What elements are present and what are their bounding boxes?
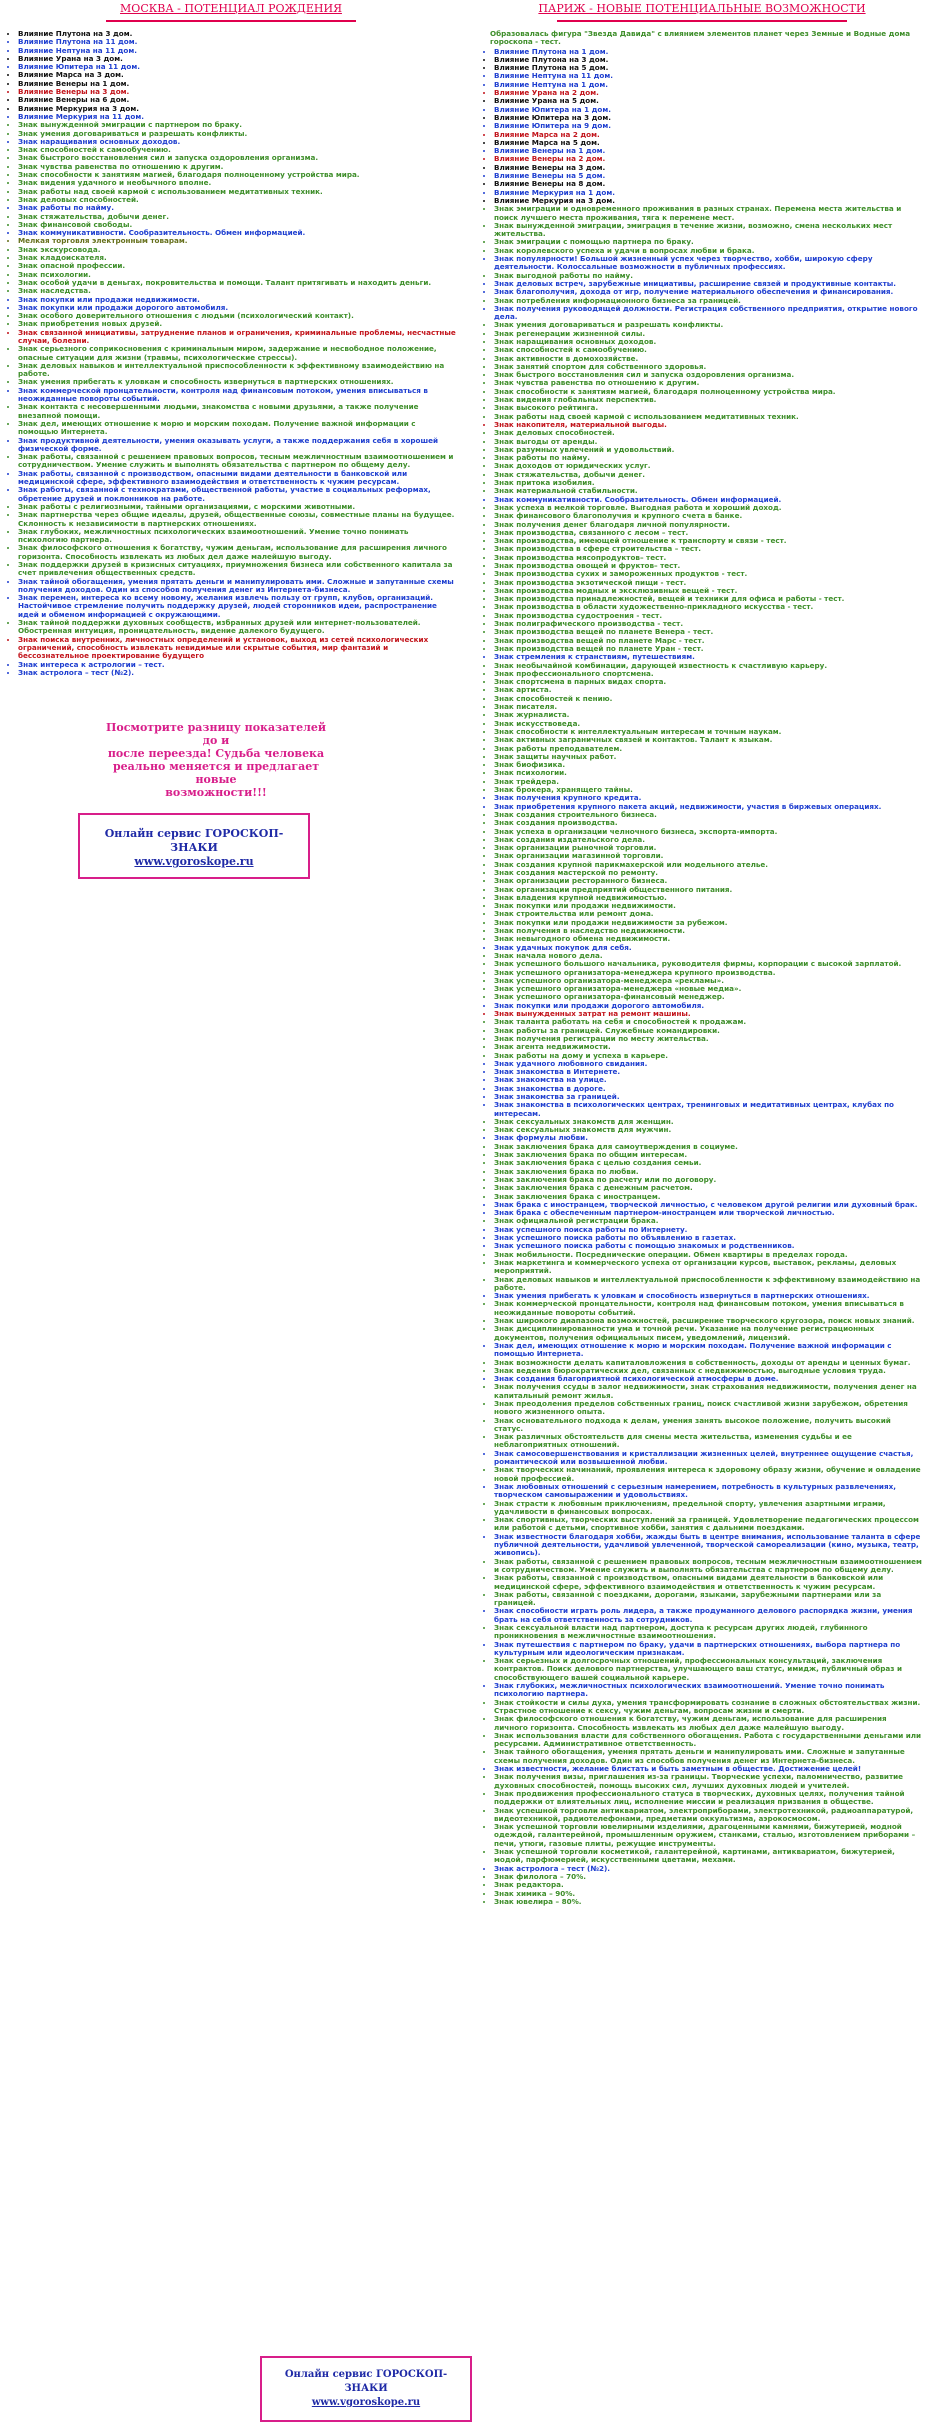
sign-item: • Знак тайной поддержки духовных сообществ, избранных друзей или интернет-пользователей. Обостренная интуиция, проницательность, видение далекого будущего. [18, 619, 456, 636]
sign-item: • Знак получения крупного кредита. [494, 794, 922, 802]
sign-item: • Знак знакомства в психологических центрах, тренинговых и медитативных центрах, клубах по интересам. [494, 1101, 922, 1118]
sign-item: • Знак дел, имеющих отношение к морю и морским походам. Получение важной информации с помощью Интернета. [494, 1342, 922, 1359]
sign-item: • Знак организации ресторанного бизнеса. [494, 877, 922, 885]
sign-item: • Знак маркетинга и коммерческого успеха от организации курсов, выставок, рекламы, деловых мероприятий. [494, 1259, 922, 1276]
sign-item: • Знак заключения брака с иностранцем. [494, 1193, 922, 1201]
sign-item: • Знак успешного организатора-менеджера «рекламы». [494, 977, 922, 985]
sign-item: • Влияние Марса на 5 дом. [494, 139, 922, 147]
sign-item: • Влияние Юпитера на 1 дом. [494, 106, 922, 114]
sign-item: • Знак производства модных и эксклюзивных вещей - тест. [494, 587, 922, 595]
sign-item: • Знак эмиграции и одновременного проживания в разных странах. Перемена места жительства и поиск лучшего места проживания, тяга к перемене мест. [494, 205, 922, 222]
sign-item: • Знак известности, желание блистать и быть заметным в обществе. Достижение целей! [494, 1765, 922, 1773]
sign-item: • Знак астролога – тест (№2). [494, 1865, 922, 1873]
sign-item: • Знак видения глобальных перспектив. [494, 396, 922, 404]
sign-item: • Знак наращивания основных доходов. [494, 338, 922, 346]
sign-item: • Знак продуктивной деятельности, умения оказывать услуги, а также поддержания себя в хорошей физической форме. [18, 437, 456, 454]
sign-item: • Знак успешного поиска работы по объявлению в газетах. [494, 1234, 922, 1242]
sign-item: • Знак возможности делать капиталовложения в собственность, доходы от аренды и ценных бумаг. [494, 1359, 922, 1367]
sign-item: • Знак знакомства на улице. [494, 1076, 922, 1084]
paris-sign-list [482, 48, 922, 1907]
sign-item: • Знак производства судостроения - тест. [494, 612, 922, 620]
sign-item: • Знак эмиграции с помощью партнера по браку. [494, 238, 922, 246]
sign-item: • Влияние Венеры на 5 дом. [494, 172, 922, 180]
sign-item: • Знак широкого диапазона возможностей, расширение творческого кругозора, поиск новых знаний. [494, 1317, 922, 1325]
sign-item: • Знак покупки или продажи дорогого автомобиля. [18, 304, 456, 312]
sign-item: • Знак работы за границей. Служебные командировки. [494, 1027, 922, 1035]
sign-item: • Знак успешной торговли ювелирными изделиями, драгоценными камнями, бижутерией, модной одеждой, галантерейной, промышленным оружием, станками, сталью, изготовлением приборами – печи, утюги, газовые плиты, режущие инструменты. [494, 1823, 922, 1848]
sign-item: • Знак знакомства в Интернете. [494, 1068, 922, 1076]
sign-item: • Знак сексуальной власти над партнером, доступа к ресурсам других людей, глубинного проникновения в межличностные взаимоотношения. [494, 1624, 922, 1641]
sign-item: • Знак спортсмена в парных видах спорта. [494, 678, 922, 686]
promo-line: возможности!!! [165, 786, 267, 800]
sign-item: • Знак астролога – тест (№2). [18, 669, 456, 677]
sign-item: • Знак таланта работать на себя и способностей к продажам. [494, 1018, 922, 1026]
sign-item: • Знак основательного подхода к делам, умения занять высокое положение, получить высокий статус. [494, 1417, 922, 1434]
sign-item: • Влияние Плутона на 3 дом. [494, 56, 922, 64]
sign-item: • Знак связанной инициативы, затруднение планов и ограничения, криминальные проблемы, несчастные случаи, болезни. [18, 329, 456, 346]
sign-item: • Знак известности благодаря хобби, жажды быть в центре внимания, использование таланта в сфере публичной деятельности, удачливой увлеченной, творческой самореализации (кино, музыка, театр, живопись). [494, 1533, 922, 1558]
sign-item: • Знак чувства равенства по отношению к другим. [494, 379, 922, 387]
sign-item: • Знак коммуникативности. Сообразительность. Обмен информацией. [494, 496, 922, 504]
sign-item: • Знак регенерации жизненной силы. [494, 330, 922, 338]
sign-item: • Знак успешного организатора-менеджера крупного производства. [494, 969, 922, 977]
sign-item: • Знак активности в домохозяйстве. [494, 355, 922, 363]
service-banner[interactable] [78, 813, 310, 879]
sign-item: • Знак брака с иностранцем, творческой личностью, с человеком другой религии или духовный брак. [494, 1201, 922, 1209]
sign-item: • Знак тайного обогащения, умения прятать деньги и манипулировать ими. Сложные и запутанные схемы получения доходов. Один из способов получения денег из Интернета-бизнеса. [494, 1748, 922, 1765]
sign-item: • Знак выгодной работы по найму. [494, 272, 922, 280]
sign-item: • Знак наращивания основных доходов. [18, 138, 456, 146]
sign-item: • Знак профессионального спортсмена. [494, 670, 922, 678]
sign-item: • Знак вынужденной эмиграции, эмиграция в течение жизни, возможно, смена нескольких мест жительства. [494, 222, 922, 239]
sign-item: • Влияние Венеры на 6 дом. [18, 96, 456, 104]
moscow-header: МОСКВА - ПОТЕНЦИАЛ РОЖДЕНИЯ [120, 2, 342, 15]
sign-item: • Знак дел, имеющих отношение к морю и морским походам. Получение важной информации с помощью Интернета. [18, 420, 456, 437]
sign-item: • Знак финансовой свободы. [18, 221, 456, 229]
sign-item: • Знак трейдера. [494, 778, 922, 786]
sign-item: • Знак получения руководящей должности. Регистрация собственного предприятия, открытие нового дела. [494, 305, 922, 322]
sign-item: • Знак особого доверительного отношения с людьми (психологический контакт). [18, 312, 456, 320]
sign-item: • Знак работы, связанной с решением правовых вопросов, тесным межличностным взаимоотношением и сотрудничеством. Умение служить и выполнять обязательства с партнером по общему делу. [18, 453, 456, 470]
sign-item: • Знак сексуальных знакомств для мужчин. [494, 1126, 922, 1134]
sign-item: • Знак быстрого восстановления сил и запуска оздоровления организма. [18, 154, 456, 162]
sign-item: • Знак вынужденной эмиграции с партнером по браку. [18, 121, 456, 129]
sign-item: • Знак заключения брака с денежным расчетом. [494, 1184, 922, 1192]
sign-item: • Знак деловых встреч, зарубежные инициативы, расширение связей и продуктивные контакты. [494, 280, 922, 288]
sign-item: • Знак финансового благополучия и крупного счета в банке. [494, 512, 922, 520]
sign-item: • Знак искусствоведа. [494, 720, 922, 728]
sign-item: • Знак работы над своей кармой с использованием медитативных техник. [494, 413, 922, 421]
sign-item: • Знак деловых способностей. [494, 429, 922, 437]
sign-item: • Знак удачного любовного свидания. [494, 1060, 922, 1068]
sign-item: • Знак работы, связанной с поездками, дорогами, языками, зарубежными партнерами или за границей. [494, 1591, 922, 1608]
service-link[interactable]: www.vgoroskope.ru [311, 2397, 421, 2408]
sign-item: • Знак психологии. [18, 271, 456, 279]
sign-item: • Знак способности к занятиям магией, благодаря полноценному устройства мира. [18, 171, 456, 179]
sign-item: • Знак философского отношения к богатству, чужим деньгам, использование для расширения личного горизонта. Способность извлекать из любых дел даже малейшую выгоду. [18, 544, 456, 561]
sign-item: • Знак знакомства в дороге. [494, 1085, 922, 1093]
sign-item: • Знак получения денег благодаря личной популярности. [494, 521, 922, 529]
sign-item: • Знак видения удачного и необычного вполне. [18, 179, 456, 187]
sign-item: • Знак получения визы, приглашения из-за границы. Творческие успехи, паломничество, развитие духовных способностей, помощь высоких сил, лучших духовных людей и учителей. [494, 1773, 922, 1790]
sign-item: • Знак коммерческой пронцательности, контроля над финансовым потоком, умения вписываться в неожиданные повороты событий. [494, 1300, 922, 1317]
sign-item: • Знак работы по найму. [494, 454, 922, 462]
sign-item: • Знак различных обстоятельств для смены места жительства, изменения судьбы и ее неблагоприятных отношений. [494, 1433, 922, 1450]
sign-item: • Знак тайной обогащения, умения прятать деньги и манипулировать ими. Сложные и запутанные схемы получения доходов. Один из способов получения денег из Интернета-бизнеса. [18, 578, 456, 595]
sign-item: • Знак работы, связанной с производством, опасными видами деятельности в банковской или медицинской сфере, эффективного взаимодействия и ответственность к чужим ресурсам. [494, 1574, 922, 1591]
sign-item: • Знак биофизика. [494, 761, 922, 769]
sign-item: • Знак покупки или продажи недвижимости. [18, 296, 456, 304]
paris-header: ПАРИЖ - НОВЫЕ ПОТЕНЦИАЛЬНЫЕ ВОЗМОЖНОСТИ [538, 2, 866, 15]
sign-item: • Знак умения прибегать к уловкам и способность извернуться в партнерских отношениях. [494, 1292, 922, 1300]
sign-item: • Знак формулы любви. [494, 1134, 922, 1142]
sign-item: • Знак создания строительного бизнеса. [494, 811, 922, 819]
sign-item: • Знак производства принадлежностей, вещей и техники для офиса и работы - тест. [494, 595, 922, 603]
sign-item: • Знак брака с обеспеченным партнером-иностранцем или творческой личностью. [494, 1209, 922, 1217]
sign-item: • Знак успеха в организации челночного бизнеса, экспорта-импорта. [494, 828, 922, 836]
sign-item: • Знак преодоления пределов собственных границ, поиск счастливой жизни зарубежом, обретения нового жизненного опыта. [494, 1400, 922, 1417]
sign-item: • Знак филолога – 70%. [494, 1873, 922, 1881]
sign-item: • Знак брокера, хранящего тайны. [494, 786, 922, 794]
sign-item: • Знак деловых навыков и интеллектуальной приспособленности к эффективному взаимодействию на работе. [494, 1276, 922, 1293]
sign-item: • Знак активных заграничных связей и контактов. Талант к языкам. [494, 736, 922, 744]
service-banner-bottom[interactable] [260, 2356, 472, 2422]
sign-item: • Знак успешной торговли косметикой, галантерейной, картинами, антиквариатом, бижутерией, модой, парфюмерией, искусственными цветами, мехами. [494, 1848, 922, 1865]
sign-item: • Знак заключения брака по общим интересам. [494, 1151, 922, 1159]
sign-item: • Знак дисциплинированности ума и точной речи. Указание на получение регистрационных документов, получения официальных писем, уведомлений, лицензий. [494, 1325, 922, 1342]
sign-item: • Знак поиска внутренних, личностных определений и установок, выход из сетей психологических ограничений, способность извлекать невидимые или скрытые события, мир фантазий и бессознательное проектирование будущего [18, 636, 456, 661]
sign-item: • Знак знакомства за границей. [494, 1093, 922, 1101]
sign-item: • Знак артиста. [494, 686, 922, 694]
sign-item: • Знак ведения бюрократических дел, связанных с недвижимостью, выгодные условия труда. [494, 1367, 922, 1375]
sign-item: • Знак производства в области художественно-прикладного искусства - тест. [494, 603, 922, 611]
sign-item: • Знак журналиста. [494, 711, 922, 719]
sign-item: • Влияние Венеры на 3 дом. [18, 88, 456, 96]
sign-item: • Знак заключения брака по расчету или по договору. [494, 1176, 922, 1184]
sign-item: • Знак получения в наследство недвижимости. [494, 927, 922, 935]
sign-item: • Знак путешествия с партнером по браку, удачи в партнерских отношениях, выбора партнера по культурным или идеологическим признакам. [494, 1641, 922, 1658]
sign-item: • Знак сексуальных знакомств для женщин. [494, 1118, 922, 1126]
sign-item: • Знак опасной профессии. [18, 262, 456, 270]
sign-item: • Знак производства, имеющей отношение к транспорту и связи - тест. [494, 537, 922, 545]
sign-item: • Влияние Меркурия на 3 дом. [18, 105, 456, 113]
sign-item: • Влияние Марса на 2 дом. [494, 131, 922, 139]
sign-item: • Знак успешного большого начальника, руководителя фирмы, корпорации с высокой зарплатой. [494, 960, 922, 968]
sign-item: • Знак химика – 90%. [494, 1890, 922, 1898]
sign-item: • Знак организации рыночной торговли. [494, 844, 922, 852]
sign-item: • Влияние Урана на 2 дом. [494, 89, 922, 97]
sign-item: • Влияние Юпитера на 11 дом. [18, 63, 456, 71]
sign-item: • Знак способностей к самообучению. [494, 346, 922, 354]
sign-item: • Влияние Плутона на 1 дом. [494, 48, 922, 56]
promo-text [101, 721, 331, 799]
sign-item: • Знак королевского успеха и удачи в вопросах любви и брака. [494, 247, 922, 255]
sign-item: • Знак высокого рейтинга. [494, 404, 922, 412]
sign-item: • Знак потребления информационного бизнеса за границей. [494, 297, 922, 305]
sign-item: • Знак серьезных и долгосрочных отношений, профессиональных консультаций, заключения контрактов. Поиск делового партнерства, улучшающего ваш статус, имидж, публичный образ и способствующего вашей социальной карьере. [494, 1657, 922, 1682]
moscow-column [6, 0, 456, 879]
sign-item: • Знак агента недвижимости. [494, 1043, 922, 1051]
sign-item: • Знак производства вещей по планете Венера - тест. [494, 628, 922, 636]
sign-item: • Знак творческих начинаний, проявления интереса к здоровому образу жизни, обучение и овладение новой профессией. [494, 1466, 922, 1483]
promo-line: реально меняется и предлагает новые [112, 760, 320, 787]
sign-item: • Знак контакта с несовершенными людьми, знакомства с новыми друзьями, а также получение внезапной помощи. [18, 403, 456, 420]
sign-item: • Знак притока изобилия. [494, 479, 922, 487]
sign-item: • Влияние Урана на 3 дом. [18, 55, 456, 63]
promo-line: после переезда! Судьба человека [107, 747, 325, 761]
sign-item: • Знак философского отношения к богатству, чужим деньгам, использование для расширения личного горизонта. Способность извлекать из любых дел даже малейшую выгоду. [494, 1715, 922, 1732]
sign-item: • Знак интереса к астрологии – тест. [18, 661, 456, 669]
sign-item: • Знак начала нового дела. [494, 952, 922, 960]
service-title: Онлайн сервис ГОРОСКОП-ЗНАКИ [284, 2369, 448, 2394]
moscow-sign-list [6, 30, 456, 677]
sign-item: • Знак партнерства через общие идеалы, друзей, общественные союзы, совместные планы на будущее. Склонность к независимости в партнерских отношениях. [18, 511, 456, 528]
sign-item: • Знак страсти к любовным приключениям, предельной спорту, увлечения азартными играми, удачливости в финансовых вопросах. [494, 1500, 922, 1517]
sign-item: • Знак создания производства. [494, 819, 922, 827]
sign-item: • Знак способностей к самообучению. [18, 146, 456, 154]
sign-item: • Знак продвижения профессионального статуса в творческих, духовных целях, получения тайной поддержки от влиятельных лиц, исполнение миссии и реализация призвания в обществе. [494, 1790, 922, 1807]
sign-item: • Знак создания мастерской по ремонту. [494, 869, 922, 877]
sign-item: • Знак использования власти для собственного обогащения. Работа с государственными деньгами или ресурсами. Административное ответственность. [494, 1732, 922, 1749]
sign-item: • Знак спортивных, творческих выступлений за границей. Удовлетворение педагогических процессом или работой с детьми, спортивное хобби, занятия с дальними поездками. [494, 1516, 922, 1533]
sign-item: • Знак необычайной комбинации, дарующей известность к счастливую карьеру. [494, 662, 922, 670]
sign-item: • Знак строительства или ремонт дома. [494, 910, 922, 918]
sign-item: • Знак успешного организатора-финансовый менеджер. [494, 993, 922, 1001]
sign-item: • Влияние Венеры на 2 дом. [494, 155, 922, 163]
sign-item: • Знак производства мясопродуктов– тест. [494, 554, 922, 562]
sign-item: • Знак ювелира – 80%. [494, 1898, 922, 1906]
sign-item: • Знак самосовершенствования и кристаллизации жизненных целей, внутреннее ощущение счастья, романтической или возвышенной любви. [494, 1450, 922, 1467]
sign-item: • Знак умения прибегать к уловкам и способность извернуться в партнерских отношениях. [18, 378, 456, 386]
sign-item: • Влияние Меркурия на 1 дом. [494, 189, 922, 197]
sign-item: • Знак умения договариваться и разрешать конфликты. [18, 130, 456, 138]
sign-item: • Знак кладоискателя. [18, 254, 456, 262]
sign-item: • Знак производства вещей по планете Уран - тест. [494, 645, 922, 653]
sign-item: • Знак психологии. [494, 769, 922, 777]
sign-item: • Знак полиграфического производства - тест. [494, 620, 922, 628]
sign-item: • Знак умения договариваться и разрешать конфликты. [494, 321, 922, 329]
sign-item: • Знак выгоды от аренды. [494, 438, 922, 446]
sign-item: • Влияние Урана на 5 дом. [494, 97, 922, 105]
sign-item: • Знак наследства. [18, 287, 456, 295]
sign-item: • Знак работы с религиозными, тайными организациями, с морскими животными. [18, 503, 456, 511]
sign-item: • Знак способности играть роль лидера, а также продуманного делового распорядка жизни, умения брать на себя ответственность за сотрудников. [494, 1607, 922, 1624]
sign-item: • Знак работы над своей кармой с использованием медитативных техник. [18, 188, 456, 196]
sign-item: • Влияние Марса на 3 дом. [18, 71, 456, 79]
sign-item: • Знак успешного поиска работы по Интернету. [494, 1226, 922, 1234]
sign-item: • Знак писателя. [494, 703, 922, 711]
sign-item: • Знак экскурсовода. [18, 246, 456, 254]
sign-item: • Знак производства вещей по планете Марс - тест. [494, 637, 922, 645]
sign-item: • Знак получения ссуды в залог недвижимости, знак страхования недвижимости, получения денег на капитальный ремонт жилья. [494, 1383, 922, 1400]
sign-item: • Знак заключения брака с целью создания семьи. [494, 1159, 922, 1167]
sign-item: • Влияние Юпитера на 9 дом. [494, 122, 922, 130]
sign-item: • Знак стяжательства, добычи денег. [494, 471, 922, 479]
service-title: Онлайн сервис ГОРОСКОП-ЗНАКИ [104, 827, 284, 855]
sign-item: • Знак разумных увлечений и удовольствий. [494, 446, 922, 454]
sign-item: • Знак поддержки друзей в кризисных ситуациях, приумножения бизнеса или собственного капитала за счет привлечения общественных средств. [18, 561, 456, 578]
sign-item: • Знак стойкости и силы духа, умения трансформировать сознание в сложных обстоятельствах жизни. Страстное отношение к сексу, чужим деньгам, вопросам жизни и смерти. [494, 1699, 922, 1716]
sign-item: • Знак производства экзотической пищи - тест. [494, 579, 922, 587]
sign-item: • Знак доходов от юридических услуг. [494, 462, 922, 470]
sign-item: • Влияние Меркурия на 11 дом. [18, 113, 456, 121]
sign-item: • Знак покупки или продажи недвижимости за рубежом. [494, 919, 922, 927]
sign-item: • Знак производства, связанного с лесом – тест. [494, 529, 922, 537]
sign-item: • Знак материальной стабильности. [494, 487, 922, 495]
sign-item: • Знак коммуникативности. Сообразительность. Обмен информацией. [18, 229, 456, 237]
sign-item: • Знак успешной торговли антиквариатом, электроприборами, электротехникой, радиоаппаратурой, видеотехникой, радиотелефонами, предметами оккультизма, аэрокосмосом. [494, 1807, 922, 1824]
sign-item: • Влияние Нептуна на 1 дом. [494, 81, 922, 89]
sign-item: • Знак приобретения крупного пакета акций, недвижимости, участия в биржевых операциях. [494, 803, 922, 811]
sign-item: • Знак особой удачи в деньгах, покровительства и помощи. Талант притягивать и находить деньги. [18, 279, 456, 287]
sign-item: • Знак покупки или продажи дорогого автомобиля. [494, 1002, 922, 1010]
sign-item: • Знак способности к занятиям магией, благодаря полноценному устройства мира. [494, 388, 922, 396]
sign-item: • Знак работы на дому и успеха в карьере. [494, 1052, 922, 1060]
sign-item: • Знак производства овощей и фруктов– тест. [494, 562, 922, 570]
sign-item: • Влияние Венеры на 8 дом. [494, 180, 922, 188]
sign-item: • Знак накопителя, материальной выгоды. [494, 421, 922, 429]
sign-item: • Знак деловых навыков и интеллектуальной приспособленности к эффективному взаимодействию на работе. [18, 362, 456, 379]
sign-item: • Влияние Венеры на 3 дом. [494, 164, 922, 172]
sign-item: • Знак приобретения новых друзей. [18, 320, 456, 328]
sign-item: • Знак любовных отношений с серьезным намерением, потребность в культурных развлечениях, творческом самовыражении и удовольствиях. [494, 1483, 922, 1500]
sign-item: • Знак работы по найму. [18, 204, 456, 212]
sign-item: • Знак способности к интеллектуальным интересам и точным наукам. [494, 728, 922, 736]
sign-item: • Знак вынужденных затрат на ремонт машины. [494, 1010, 922, 1018]
sign-item: • Влияние Плутона на 11 дом. [18, 38, 456, 46]
sign-item: • Знак редактора. [494, 1881, 922, 1889]
sign-item: • Влияние Меркурия на 3 дом. [494, 197, 922, 205]
sign-item: • Влияние Юпитера на 3 дом. [494, 114, 922, 122]
sign-item: • Знак заключения брака для самоутверждения в социуме. [494, 1143, 922, 1151]
sign-item: • Влияние Плутона на 5 дом. [494, 64, 922, 72]
sign-item: • Знак работы, связанной с технократами, общественной работы, участие в социальных реформах, обретение друзей и поклонников на работе. [18, 486, 456, 503]
sign-item: • Знак успеха в мелкой торговле. Выгодная работа и хороший доход. [494, 504, 922, 512]
paris-column [482, 0, 922, 1906]
sign-item: • Знак работы, связанной с производством, опасными видами деятельности в банковской или медицинской сфере, эффективного взаимодействия и ответственность к чужим ресурсам. [18, 470, 456, 487]
sign-item: • Знак успешного организатора-менеджера «новые медиа». [494, 985, 922, 993]
sign-item: • Знак создания благоприятной психологической атмосферы в доме. [494, 1375, 922, 1383]
sign-item: • Влияние Нептуна на 11 дом. [18, 47, 456, 55]
sign-item: • Знак коммерческой пронцательности, контроля над финансовым потоком, умения вписываться в неожиданные повороты событий. [18, 387, 456, 404]
sign-item: • Влияние Венеры на 1 дом. [18, 80, 456, 88]
sign-item: • Знак деловых способностей. [18, 196, 456, 204]
sign-item: • Знак владения крупной недвижимостью. [494, 894, 922, 902]
promo-line: Посмотрите разницу показателей до и [105, 721, 326, 748]
sign-item: • Знак производства сухих и замороженных продуктов - тест. [494, 570, 922, 578]
paris-header-underline [557, 20, 847, 22]
sign-item: • Знак перемен, интереса ко всему новому, желания извлечь пользу от групп, клубов, организаций. Настойчивое стремление получить поддержку друзей, людей сторонников идеи, распространение идей и обменом информацией с окружающими. [18, 594, 456, 619]
sign-item: • Знак создания издательского дела. [494, 836, 922, 844]
sign-item: • Знак чувства равенства по отношению к другим. [18, 163, 456, 171]
sign-item: • Знак глубоких, межличностных психологических взаимоотношений. Умение точно понимать психологию партнера. [494, 1682, 922, 1699]
sign-item: • Знак популярности! Большой жизненный успех через творчество, хобби, широкую сферу деятельности. Колоссальные возможности в публичных профессиях. [494, 255, 922, 272]
sign-item: • Знак невыгодного обмена недвижимости. [494, 935, 922, 943]
sign-item: • Влияние Нептуна на 11 дом. [494, 72, 922, 80]
sign-item: • Знак организации предприятий общественного питания. [494, 886, 922, 894]
sign-item: • Знак заключения брака по любви. [494, 1168, 922, 1176]
service-link[interactable]: www.vgoroskope.ru [134, 855, 254, 869]
sign-item: • Знак покупки или продажи недвижимости. [494, 902, 922, 910]
star-of-david-note: Образовалась фигура "Звезда Давида" с влиянием элементов планет через Земные и Водные дома гороскопа - тест. [490, 29, 911, 47]
moscow-header-underline [106, 20, 356, 22]
sign-item: • Знак работы преподавателем. [494, 745, 922, 753]
sign-item: • Знак быстрого восстановления сил и запуска оздоровления организма. [494, 371, 922, 379]
sign-item: • Знак серьезного соприкосновения с криминальным миром, задержание и несвободное положение, опасные ситуации для жизни (травмы, психологические стрессы). [18, 345, 456, 362]
sign-item: • Знак организации магазинной торговли. [494, 852, 922, 860]
sign-item: • Знак официальной регистрации брака. [494, 1217, 922, 1225]
sign-item: • Знак мобильности. Посреднические операции. Обмен квартиры в пределах города. [494, 1251, 922, 1259]
sign-item: • Знак удачных покупок для себя. [494, 944, 922, 952]
sign-item: • Знак стяжательства, добычи денег. [18, 213, 456, 221]
sign-item: • Знак работы, связанной с решением правовых вопросов, тесным межличностным взаимоотношением и сотрудничеством. Умение служить и выполнять обязательства с партнером по общему делу. [494, 1558, 922, 1575]
sign-item: • Знак способностей к пению. [494, 695, 922, 703]
sign-item: • Мелкая торговля электронным товарам. [18, 237, 456, 245]
sign-item: • Знак успешного поиска работы с помощью знакомых и родственников. [494, 1242, 922, 1250]
sign-item: • Знак глубоких, межличностных психологических взаимоотношений. Умение точно понимать психологию партнера. [18, 528, 456, 545]
sign-item: • Знак благополучия, дохода от игр, получение материального обеспечения и финансирования. [494, 288, 922, 296]
sign-item: • Влияние Плутона на 3 дом. [18, 30, 456, 38]
sign-item: • Знак производства в сфере строительства – тест. [494, 545, 922, 553]
sign-item: • Знак получения регистрации по месту жительства. [494, 1035, 922, 1043]
sign-item: • Знак создания крупной парикмахерской или модельного ателье. [494, 861, 922, 869]
sign-item: • Знак занятий спортом для собственного здоровья. [494, 363, 922, 371]
sign-item: • Знак стремления к странствиям, путешествиям. [494, 653, 922, 661]
sign-item: • Знак защиты научных работ. [494, 753, 922, 761]
sign-item: • Влияние Венеры на 1 дом. [494, 147, 922, 155]
